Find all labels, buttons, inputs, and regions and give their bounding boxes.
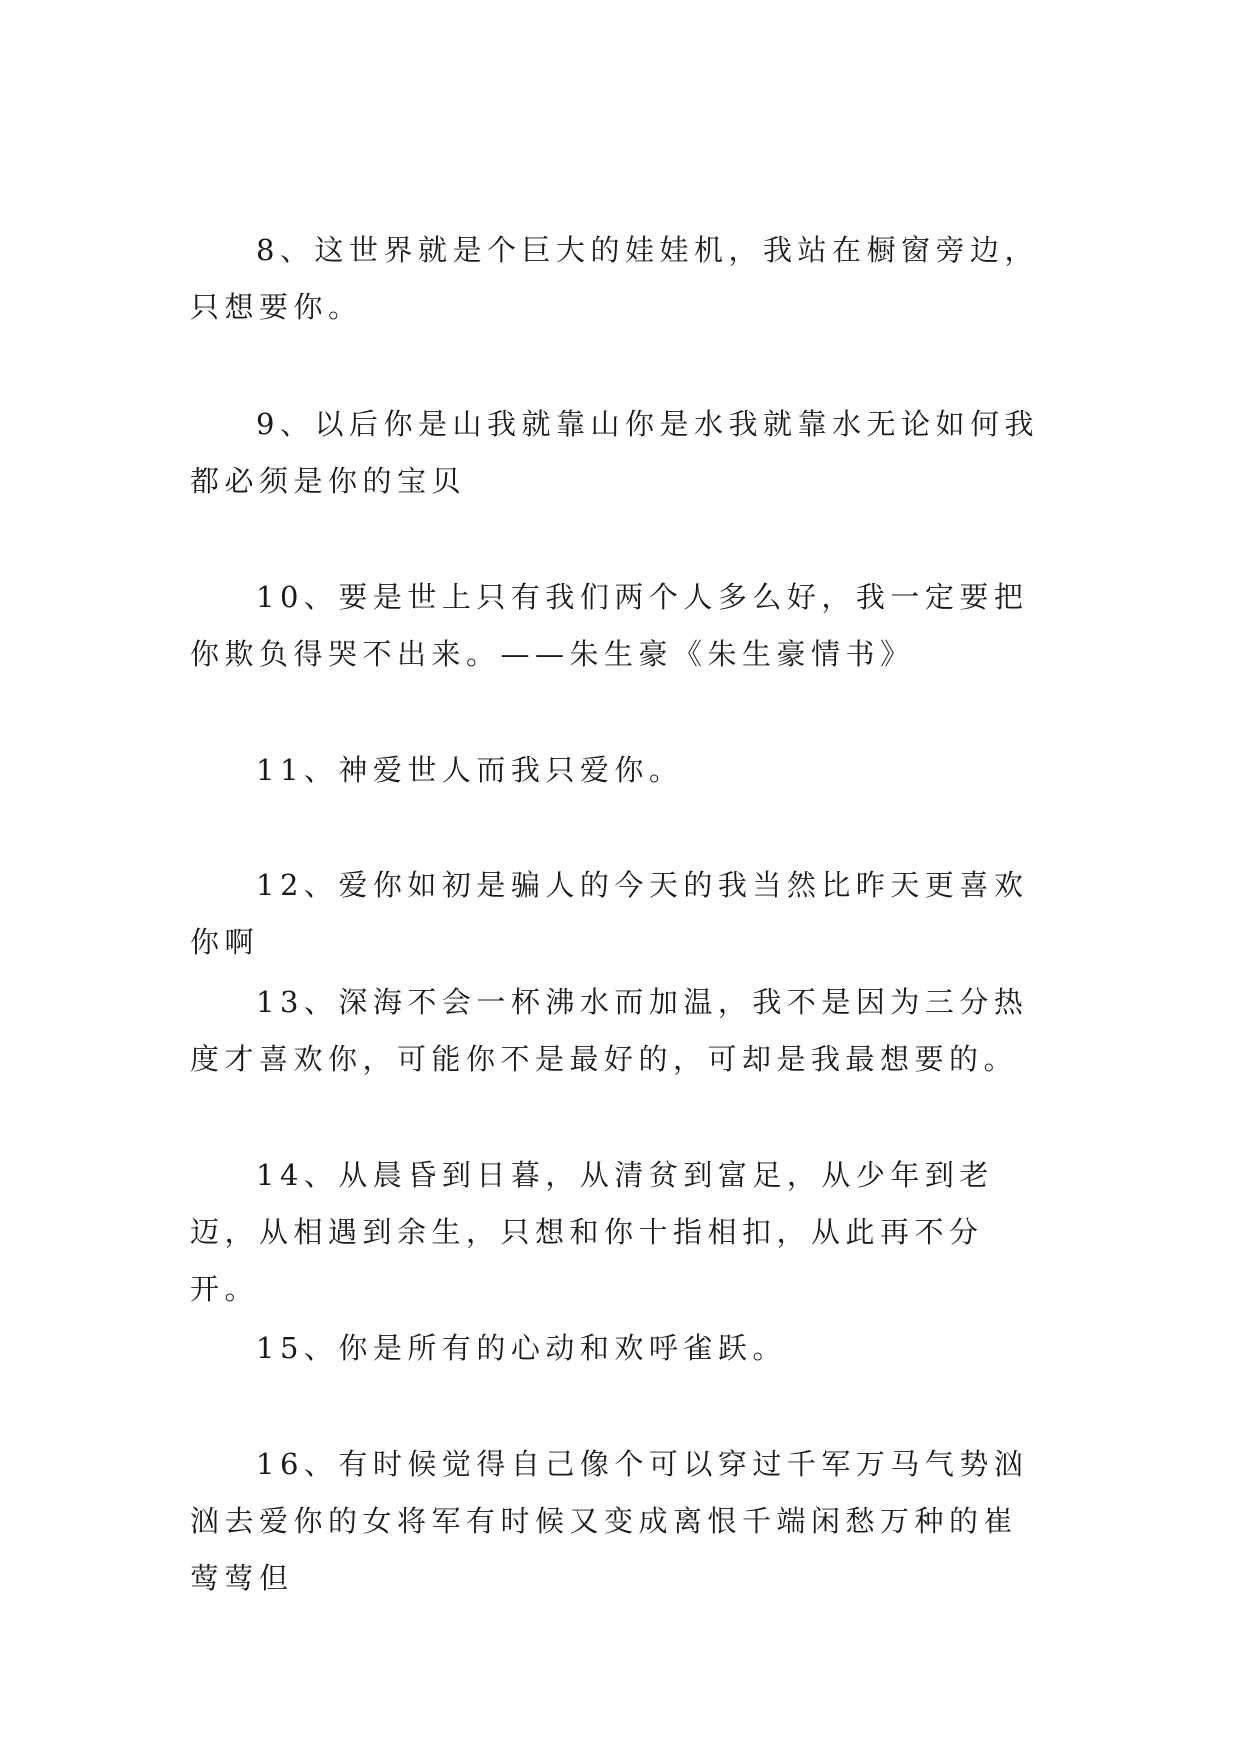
paragraph-8: 8、这世界就是个巨大的娃娃机，我站在橱窗旁边，只想要你。 [190,233,1039,324]
paragraph-16: 16、有时候觉得自己像个可以穿过千军万马气势汹汹去爱你的女将军有时候又变成离恨千端闲愁万种的崔莺莺但 [190,1447,1029,1595]
paragraph-12: 12、爱你如初是骗人的今天的我当然比昨天更喜欢你啊 [190,868,1029,959]
paragraph-11: 11、神爱世人而我只爱你。 [256,753,684,787]
paragraph-15: 15、你是所有的心动和欢呼雀跃。 [256,1331,787,1365]
paragraph-14: 14、从晨昏到日暮，从清贫到富足，从少年到老迈，从相遇到余生，只想和你十指相扣，从此再不分开。 [190,1158,994,1306]
paragraph-13: 13、深海不会一杯沸水而加温，我不是因为三分热度才喜欢你，可能你不是最好的，可却是我最想要的。 [190,985,1029,1076]
paragraph-9: 9、以后你是山我就靠山你是水我就靠水无论如何我都必须是你的宝贝 [190,407,1039,498]
paragraph-10: 10、要是世上只有我们两个人多么好，我一定要把你欺负得哭不出来。——朱生豪《朱生豪情书》 [190,580,1029,671]
